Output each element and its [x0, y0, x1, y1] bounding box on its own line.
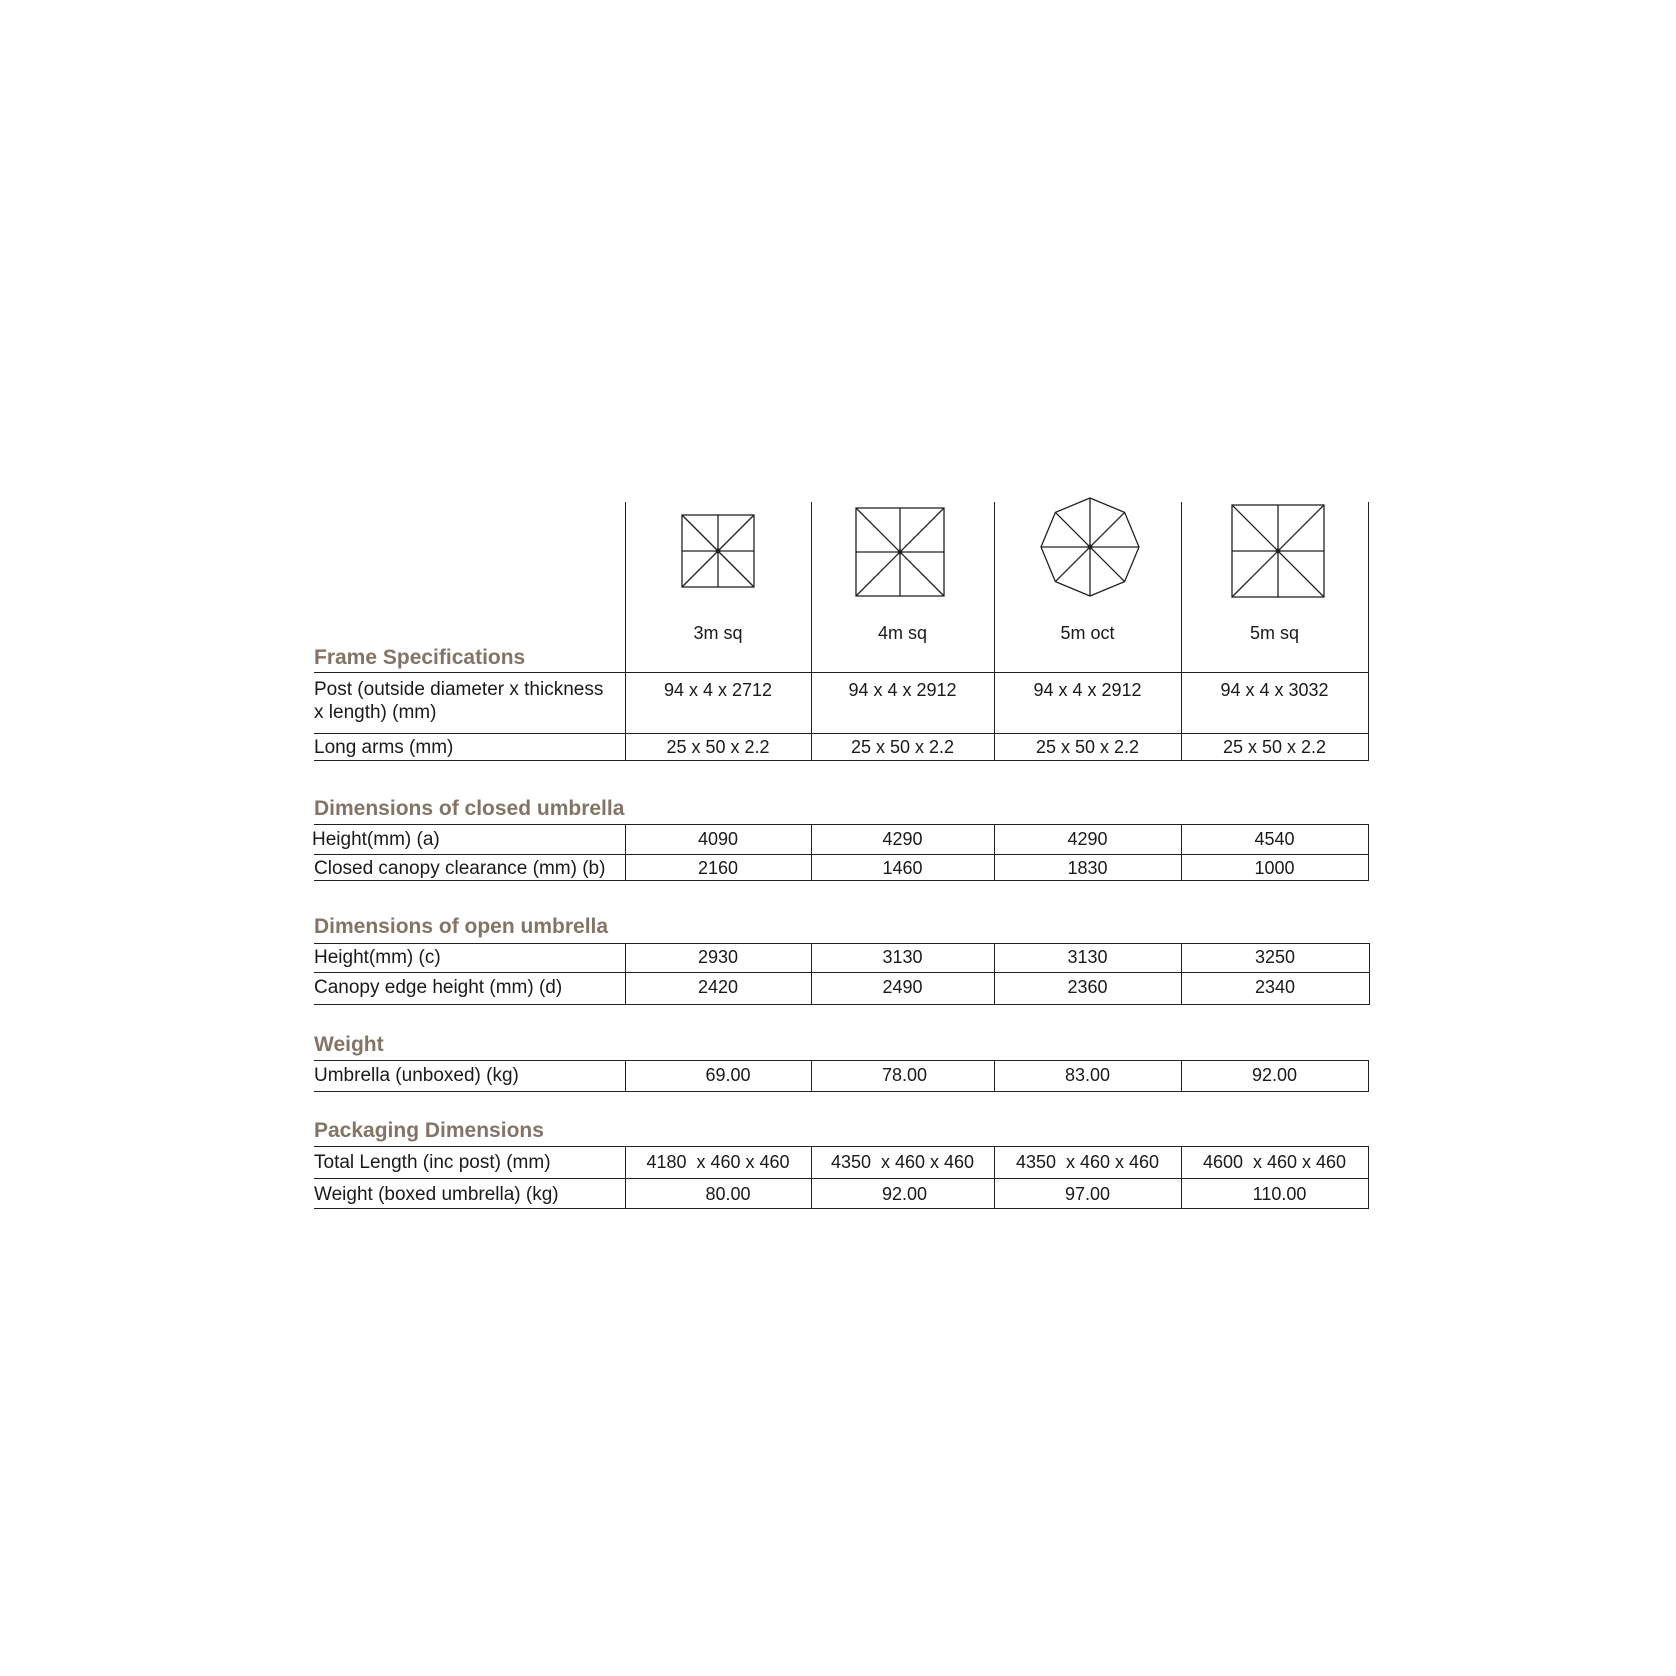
cell-value: 83.00 — [1064, 1065, 1111, 1085]
cell-value: 1830 — [1067, 858, 1108, 878]
cell-value: 2930 — [697, 947, 739, 967]
row-rule — [314, 1208, 1369, 1209]
model-label: 5m oct — [1060, 623, 1115, 643]
cell-value: 80.00 — [705, 1184, 751, 1204]
cell-value: 92.00 — [881, 1184, 928, 1204]
cell-value: 1460 — [882, 858, 923, 878]
model-label: 3m sq — [693, 623, 743, 643]
cell-value: 94 x 4 x 2912 — [848, 680, 957, 700]
col-divider — [811, 1060, 812, 1092]
cell-value: 25 x 50 x 2.2 — [1222, 737, 1327, 757]
square-umbrella-icon — [681, 514, 755, 588]
cell-value: 3250 — [1254, 947, 1296, 967]
row-rule — [314, 733, 1369, 734]
cell-value: 2360 — [1067, 977, 1108, 997]
row-rule — [314, 824, 1369, 825]
cell-value: 2160 — [697, 858, 739, 878]
col-divider — [1368, 824, 1369, 881]
cell-value: 25 x 50 x 2.2 — [666, 737, 770, 757]
model-label: 4m sq — [877, 623, 928, 643]
section-title: Dimensions of closed umbrella — [314, 797, 625, 820]
model-label: 5m sq — [1249, 623, 1300, 643]
row-label: Total Length (inc post) (mm) — [314, 1152, 551, 1173]
octagon-umbrella-icon — [1040, 497, 1140, 597]
cell-value: 2420 — [697, 977, 739, 997]
row-label: Post (outside diameter x thickness — [314, 679, 604, 700]
row-label: Closed canopy clearance (mm) (b) — [314, 858, 606, 879]
row-label: Long arms (mm) — [314, 737, 454, 758]
col-divider — [1369, 943, 1370, 1005]
row-rule — [314, 1004, 1370, 1005]
row-rule — [314, 1060, 1369, 1061]
cell-value: 1000 — [1254, 858, 1295, 878]
cell-value: 69.00 — [705, 1065, 751, 1085]
section-title: Dimensions of open umbrella — [314, 915, 609, 938]
cell-value: 4540 — [1254, 829, 1295, 849]
section-title: Frame Specifications — [314, 646, 526, 669]
cell-value: 97.00 — [1064, 1184, 1111, 1204]
cell-value: 4180 x 460 x 460 — [646, 1152, 790, 1172]
cell-value: 4090 — [697, 829, 739, 849]
row-rule — [314, 1146, 1369, 1147]
cell-value: 94 x 4 x 3032 — [1220, 680, 1329, 700]
row-label: x length) (mm) — [314, 702, 437, 723]
row-rule — [314, 880, 1369, 881]
cell-value: 78.00 — [881, 1065, 928, 1085]
cell-value: 4290 — [1067, 829, 1108, 849]
row-label: Height(mm) (c) — [314, 947, 441, 968]
cell-value: 3130 — [1067, 947, 1108, 967]
col-divider — [625, 1060, 626, 1092]
cell-value: 110.00 — [1252, 1184, 1307, 1204]
cell-value: 4350 x 460 x 460 — [1015, 1152, 1160, 1172]
row-rule — [314, 943, 1370, 944]
cell-value: 92.00 — [1251, 1065, 1298, 1085]
cell-value: 25 x 50 x 2.2 — [1035, 737, 1140, 757]
cell-value: 2340 — [1254, 977, 1296, 997]
row-label: Umbrella (unboxed) (kg) — [314, 1065, 519, 1086]
row-label: Height(mm) (a) — [312, 829, 440, 850]
col-divider — [1368, 502, 1369, 760]
cell-value: 4290 — [882, 829, 923, 849]
row-label: Canopy edge height (mm) (d) — [314, 977, 563, 998]
cell-value: 4350 x 460 x 460 — [830, 1152, 975, 1172]
row-rule — [314, 760, 1369, 761]
row-rule — [314, 1178, 1369, 1179]
row-rule — [314, 672, 1369, 673]
square-umbrella-icon — [855, 507, 945, 597]
col-divider — [1368, 1060, 1369, 1092]
row-rule — [314, 972, 1370, 973]
cell-value: 2490 — [882, 977, 923, 997]
row-label: Weight (boxed umbrella) (kg) — [314, 1184, 559, 1205]
cell-value: 94 x 4 x 2712 — [663, 680, 773, 700]
square-umbrella-icon — [1231, 504, 1325, 598]
section-title: Packaging Dimensions — [314, 1119, 544, 1142]
cell-value: 25 x 50 x 2.2 — [850, 737, 955, 757]
cell-value: 3130 — [882, 947, 923, 967]
cell-value: 4600 x 460 x 460 — [1202, 1152, 1347, 1172]
row-rule — [314, 854, 1369, 855]
cell-value: 94 x 4 x 2912 — [1033, 680, 1142, 700]
section-title: Weight — [314, 1033, 384, 1056]
row-rule — [314, 1091, 1369, 1092]
